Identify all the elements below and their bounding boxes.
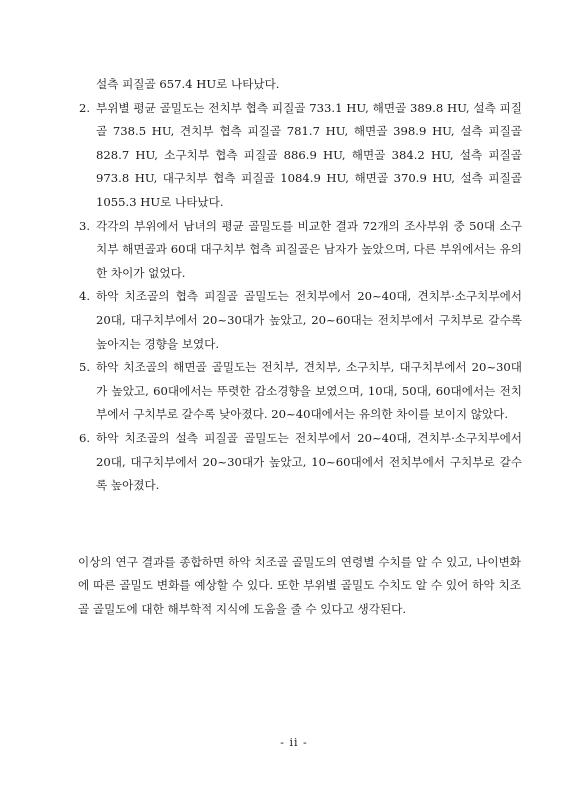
list-item-number: 5. bbox=[79, 360, 91, 375]
list-item-text: 하악 치조골의 협측 피질골 골밀도는 전치부에서 20~40대, 견치부·소구치부에서 20대, 대구치부에서 20~30대가 높았고, 20~60대는 전치부에서 구치부로 갈수록 높아지는 경향을 보였다. bbox=[96, 289, 522, 351]
list-item-text: 각각의 부위에서 남녀의 평균 골밀도를 비교한 결과 72개의 조사부위 중 50대 소구치부 해면골과 60대 대구치부 협측 피질골은 남자가 높았으며, 다른 부위에서는 유의한 차이가 없었다. bbox=[96, 218, 522, 280]
list-item-continuation bbox=[96, 73, 522, 97]
list-item-number: 6. bbox=[79, 430, 91, 445]
list-item-number: 4. bbox=[79, 289, 91, 304]
list-item-text: 하악 치조골의 해면골 골밀도는 전치부, 견치부, 소구치부, 대구치부에서 20~30대가 높았고, 60대에서는 뚜렷한 감소경향을 보였으며, 10대, 50대, 60대에서는 전치부에서 구치부로 갈수록 낮아졌다. 20~40대에서는 유의한 차이를 보이지 않았다. bbox=[96, 360, 522, 422]
list-item-text: 하악 치조골의 설측 피질골 골밀도는 전치부에서 20~40대, 견치부·소구치부에서 20대, 대구치부에서 20~30대가 높았고, 10~60대에서 전치부에서 구치부로 갈수록 높아졌다. bbox=[96, 430, 522, 493]
list-item-4 bbox=[79, 285, 522, 356]
conclusion-paragraph: 이상의 연구 결과를 종합하면 하악 치조골 골밀도의 연령별 수치를 알 수 있고, 나이변화에 따른 골밀도 변화를 예상할 수 있다. 또한 부위별 골밀도 수치도 알 수 있어 하악 치조골 골밀도에 대한 해부학적 지식에 도움을 줄 수 있다고 생각된다. bbox=[78, 554, 521, 617]
page-number: - ii - bbox=[280, 736, 308, 749]
list-item-text: 설측 피질골 657.4 HU로 나타났다. bbox=[96, 77, 280, 91]
list-item-6 bbox=[79, 427, 522, 498]
list-item-2 bbox=[79, 97, 522, 215]
list-item-3 bbox=[79, 215, 522, 286]
findings-list bbox=[0, 73, 588, 498]
list-item-text: 부위별 평균 골밀도는 전치부 협측 피질골 733.1 HU, 해면골 389.8 HU, 설측 피질골 738.5 HU, 견치부 협측 피질골 781.7 HU, 해면골 398.9 HU, 설측 피질골 828.7 HU, 소구치부 협측 피질골 886.9 HU, 해면골 384.2 HU, 설측 피질골 973.8 HU, 대구치부 협측 피질골 1084.9 HU, 해면골 370.9 HU, 설측 피질골 1055.3 HU로 나타났다. bbox=[96, 100, 522, 209]
list-item-number: 2. bbox=[79, 100, 91, 115]
list-item-number: 3. bbox=[79, 218, 91, 233]
list-item-5 bbox=[79, 356, 522, 427]
